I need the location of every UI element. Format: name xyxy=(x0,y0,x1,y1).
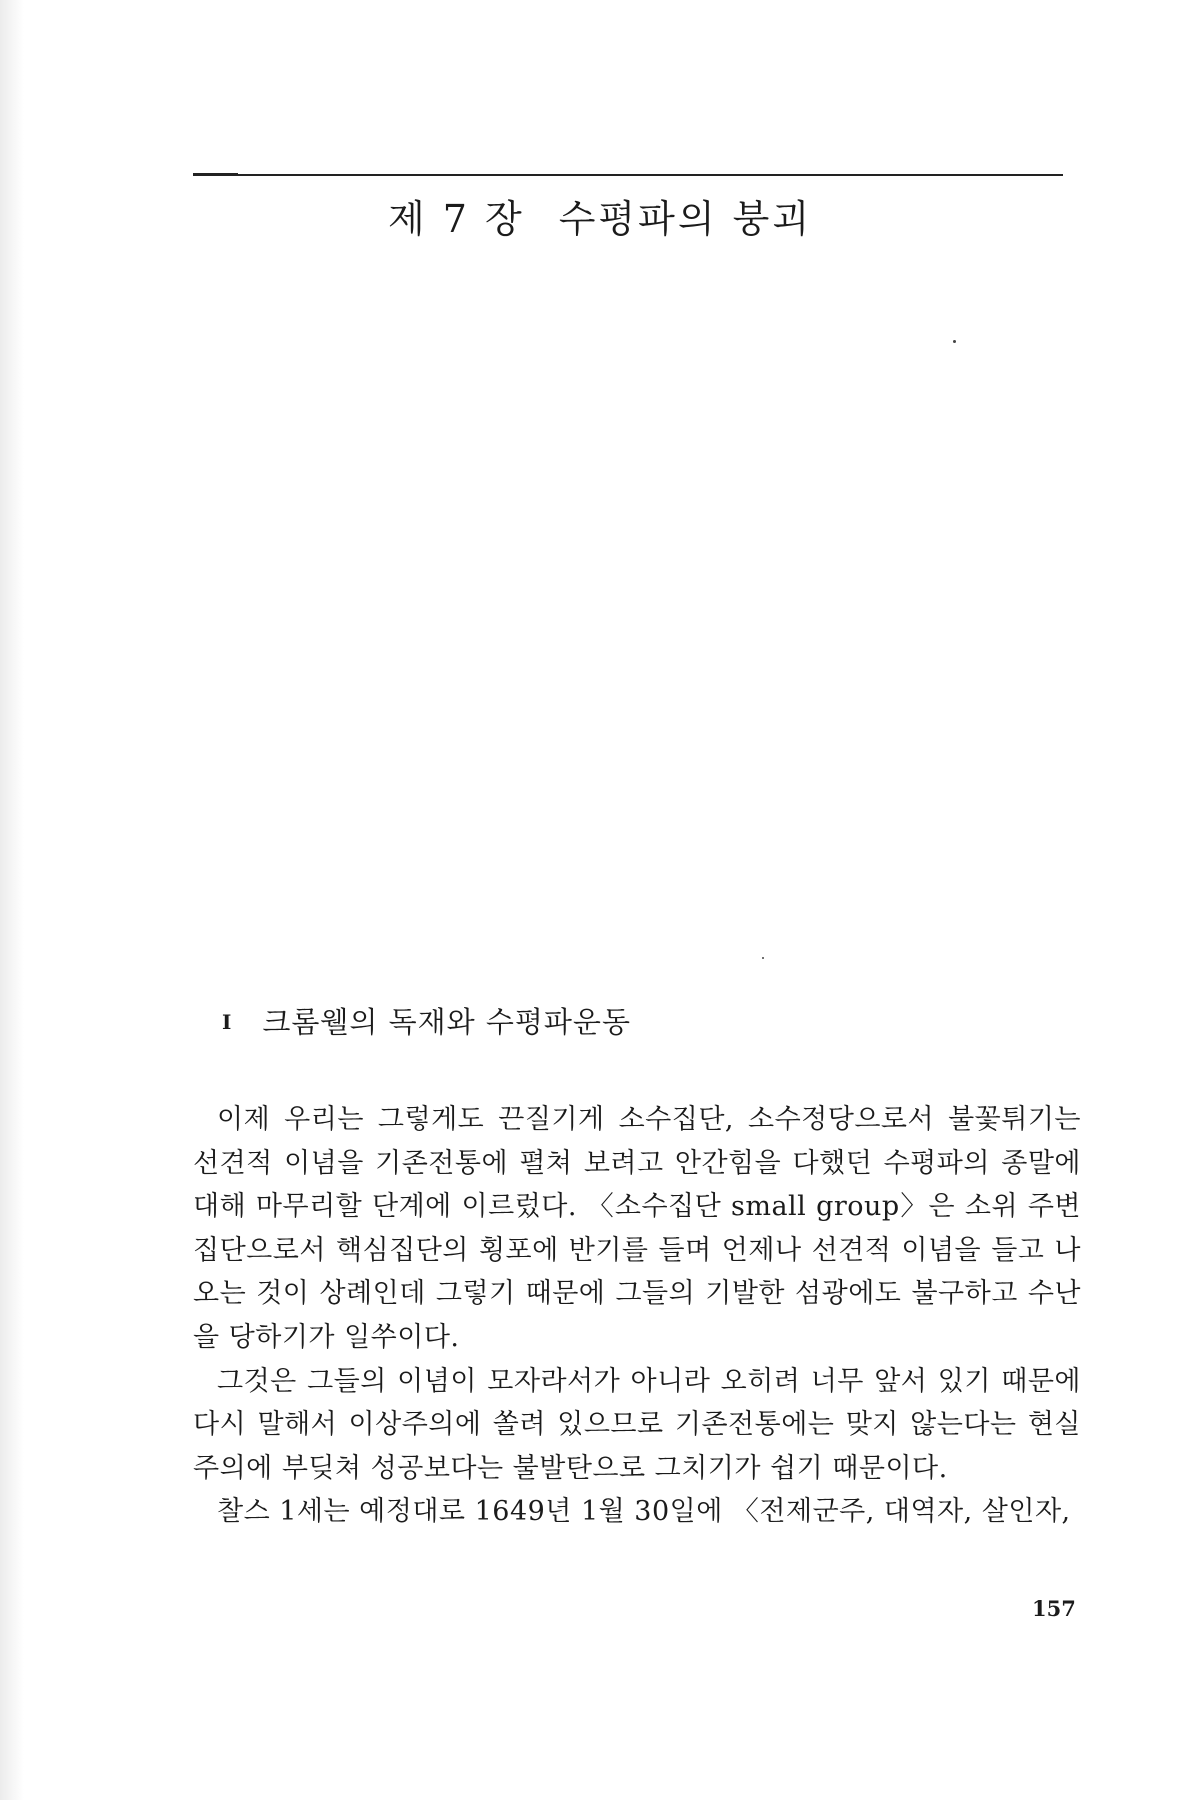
chapter-heading xyxy=(0,188,1200,243)
body-text xyxy=(193,1098,1081,1534)
page-edge-shadow xyxy=(0,0,24,1800)
scan-speck xyxy=(762,957,764,959)
page-number: 157 xyxy=(1032,1596,1076,1621)
chapter-number: 제 7 장 xyxy=(387,197,525,241)
chapter-rule xyxy=(193,174,1063,176)
paragraph: 이제 우리는 그렇게도 끈질기게 소수집단, 소수정당으로서 불꽃튀기는 선견적 이념을 기존전통에 펼쳐 보려고 안간힘을 다했던 수평파의 종말에 대해 마무리할 단계에 이르렀다. 〈소수집단 small group〉은 소위 주변집단으로서 핵심집단의 횡포에 반기를 들며 언제나 선견적 이념을 들고 나오는 것이 상례인데 그렇기 때문에 그들의 기발한 섬광에도 불구하고 수난을 당하기가 일쑤이다. xyxy=(193,1104,1081,1353)
paragraph: 찰스 1세는 예정대로 1649년 1월 30일에 〈전제군주, 대역자, 살인자, xyxy=(217,1496,1071,1528)
chapter-title: 수평파의 붕괴 xyxy=(558,197,813,241)
section-title: 크롬웰의 독재와 수평파운동 xyxy=(262,1005,631,1039)
paragraph: 그것은 그들의 이념이 모자라서가 아니라 오히려 너무 앞서 있기 때문에 다시 말해서 이상주의에 쏠려 있으므로 기존전통에는 맞지 않는다는 현실주의에 부딪쳐 성공보다는 불발탄으로 그치기가 쉽기 때문이다. xyxy=(193,1365,1081,1484)
section-heading xyxy=(222,1000,631,1041)
section-number: I xyxy=(222,1010,233,1034)
scan-speck xyxy=(953,340,956,343)
